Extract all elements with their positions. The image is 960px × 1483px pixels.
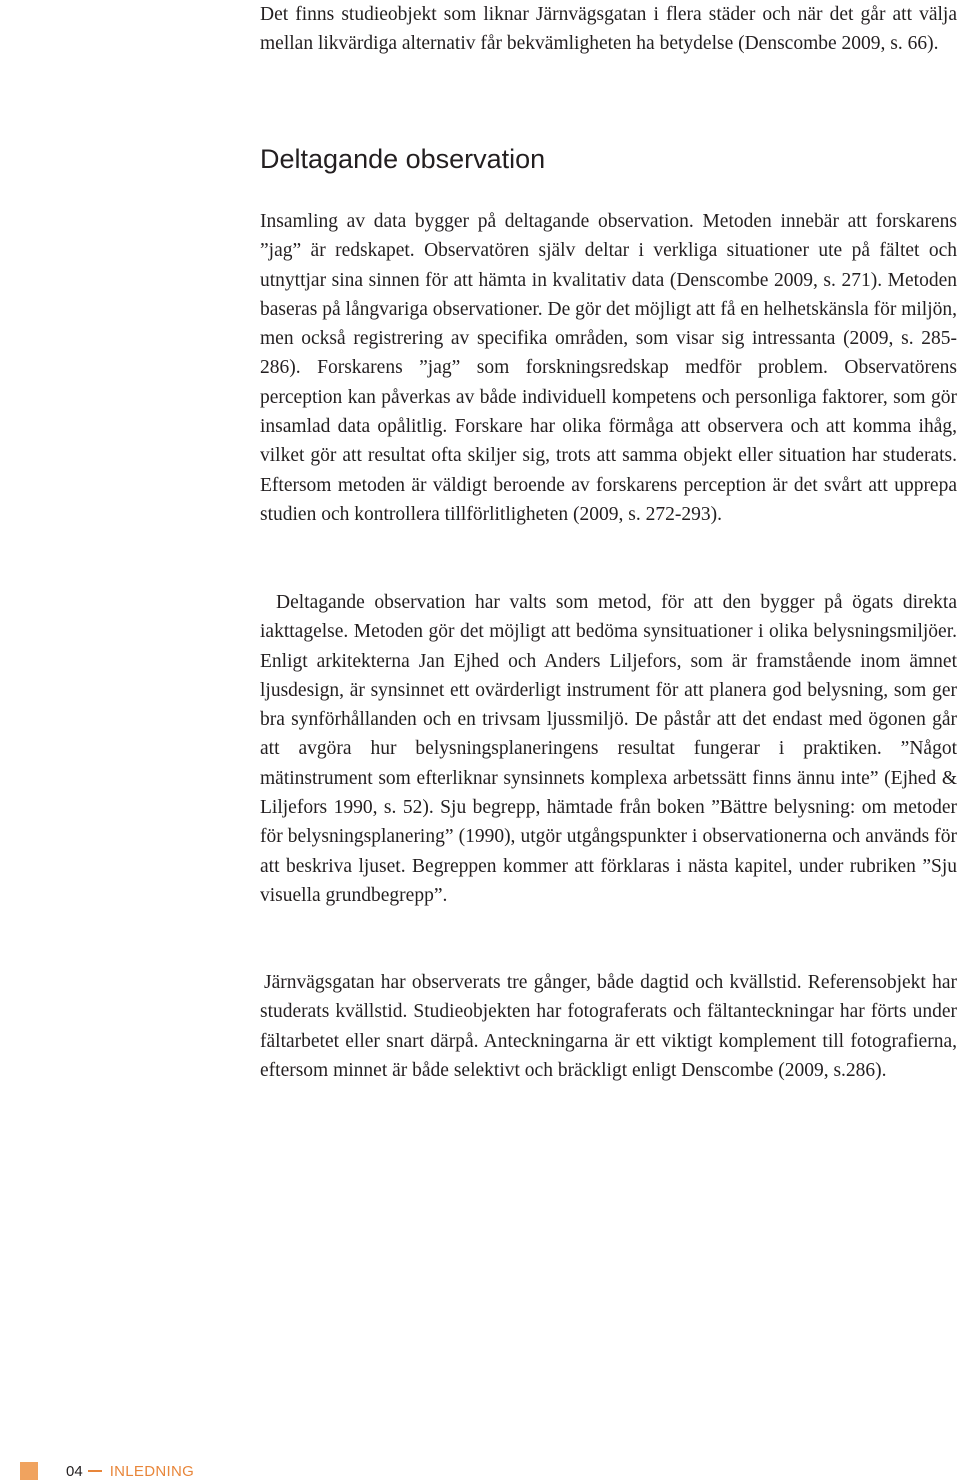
paragraph-fieldwork: Järnvägsgatan har observerats tre gånger, både dagtid och kvällstid. Referensobjekt har studerats kvällstid. Studieobjekten har fotograferats och fältanteckningar har förts under fältarbetet eller snart därpå. Anteckningarna är ett viktigt komplement till fotografierna, eftersom minnet är både selektivt och bräckligt enligt Denscombe (2009, s.286). [260,972,957,1081]
body-paragraph-3 [260,968,957,1085]
page-number: 04 [66,1462,83,1480]
footer-color-block [20,1462,38,1480]
paragraph-method-choice: Deltagande observation har valts som metod, för att den bygger på ögats direkta iakttagelse. Metoden gör det möjligt att bedöma synsituationer i olika belysningsmiljöer. Enligt arkitekterna Jan Ejhed och Anders Liljefors, som är framstående inom ämnet ljusdesign, är synsinnet ett ovärderligt instrument för att planera god belysning, som ger bra synförhållanden och en trivsam ljussmiljö. De påstår att det endast med ögonen går att avgöra hur belysningsplaneringens resultat fungerar i praktiken. ”Något mätinstrument som efterliknar synsinnets komplexa arbetssätt finns ännu inte” (Ejhed & Liljefors 1990, s. 52). Sju begrepp, hämtade från boken ”Bättre belysning: om metoder för belysningsplanering” (1990), utgör utgångspunkter i observationerna och används för att beskriva ljuset. Begreppen kommer att förklaras i nästa kapitel, under rubriken ”Sju visuella grundbegrepp”. [260,592,957,906]
footer-section-label: INLEDNING [109,1462,195,1480]
page-footer [20,1461,194,1481]
body-paragraph-1 [260,207,957,529]
footer-dash [88,1470,102,1472]
section-heading: Deltagande observation [260,144,546,174]
intro-paragraph: Det finns studieobjekt som liknar Järnvägsgatan i flera städer och när det går att välja mellan likvärdiga alternativ får bekvämligheten ha betydelse (Denscombe 2009, s. 66). [260,4,957,55]
paragraph-method-description: Insamling av data bygger på deltagande observation. Metoden innebär att forskarens ”jag” är redskapet. Observatören själv deltar i verkliga situationer ute på fältet och utnyttjar sina sinnen för att hämta in kvalitativ data (Denscombe 2009, s. 271). Metoden baseras på långvariga observationer. De gör det möjligt att få en helhetskänsla för miljön, men också registrering av specifika områden, som visar sig intressanta (2009, s. 285-286). Forskarens ”jag” som forskningsredskap medför problem. Observatörens perception kan påverkas av både individuell kompetens och personliga faktorer, som gör insamlad data opålitlig. Forskare har olika förmåga att observera och att komma ihåg, vilket gör att resultat ofta skiljer sig, trots att samma objekt eller situation har studerats. Eftersom metoden är väldigt beroende av forskarens perception är det svårt att upprepa studien och kontrollera tillförlitligheten (2009, s. 272-293). [260,211,957,525]
intro-block [260,0,957,59]
body-paragraph-2 [260,588,957,910]
